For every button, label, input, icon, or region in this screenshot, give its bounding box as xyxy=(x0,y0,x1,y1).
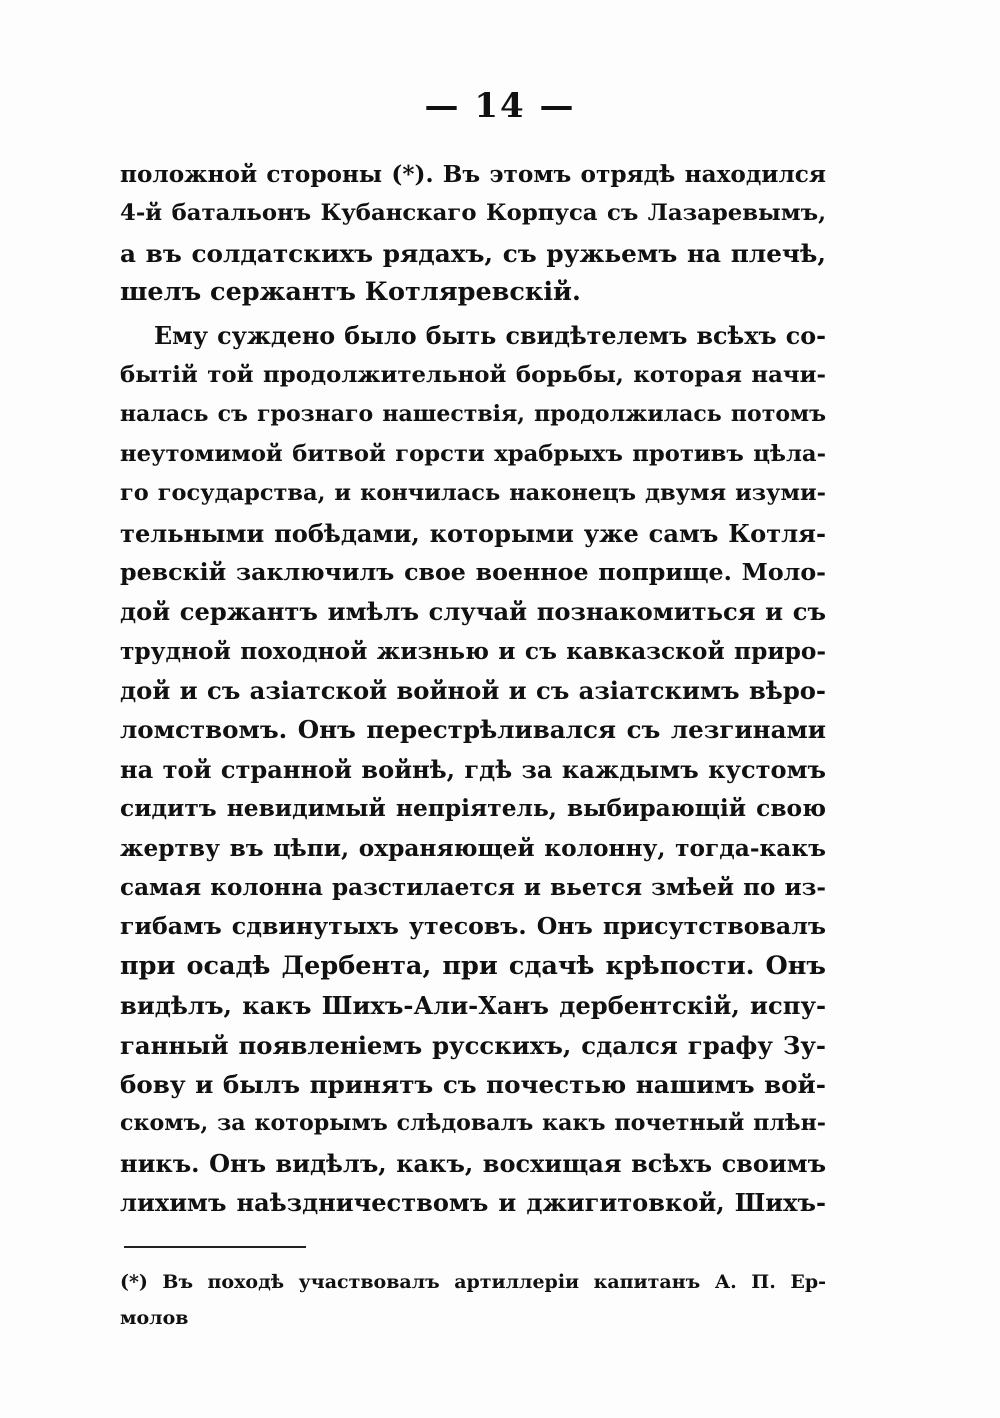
text-line: положной стороны (*). Въ этомъ отрядѣ находился xyxy=(120,161,826,188)
footnote-line: (*) Въ походѣ участвовалъ артиллеріи капитанъ А. П. Ер- xyxy=(120,1271,826,1293)
text-line: самая колонна разстилается и вьется змѣей по из- xyxy=(120,874,826,902)
text-line: трудной походной жизнью и съ кавказской приро- xyxy=(120,637,826,665)
body-text xyxy=(120,155,826,1223)
text-line: дой и съ азіатской войной и съ азіатскимъ вѣро- xyxy=(120,676,826,706)
text-line: видѣлъ, какъ Шихъ-Али-Ханъ дербентскій, испу- xyxy=(120,991,826,1021)
text-line: ломствомъ. Онъ перестрѣливался съ лезгинами xyxy=(120,715,826,745)
text-line: сидитъ невидимый непріятель, выбирающій свою xyxy=(120,795,826,823)
text-line: гибамъ сдвинутыхъ утесовъ. Онъ присутствовалъ xyxy=(120,912,826,941)
text-line: Ему суждено было быть свидѣтелемъ всѣхъ со- xyxy=(154,321,826,350)
text-line: ганный появленіемъ русскихъ, сдался графу Зу- xyxy=(120,1030,826,1060)
text-line: шелъ сержантъ Котляревскій. xyxy=(120,277,581,308)
text-line: дой сержантъ имѣлъ случай познакомиться и съ xyxy=(120,597,826,627)
text-line: бову и былъ принятъ съ почестью нашимъ вой- xyxy=(120,1069,826,1099)
text-line: жертву въ цѣпи, охраняющей колонну, тогда-какъ xyxy=(120,834,826,862)
footnote-line: молов xyxy=(120,1307,189,1329)
text-line: а въ солдатскихъ рядахъ, съ ружьемъ на плечѣ, xyxy=(120,238,826,268)
footnote-divider xyxy=(124,1246,306,1248)
text-line: никъ. Онъ видѣлъ, какъ, восхищая всѣхъ своимъ xyxy=(120,1148,826,1178)
text-line: го государства, и кончилась наконецъ двумя изуми- xyxy=(120,480,826,507)
text-line: лихимъ наѣздничествомъ и джигитовкой, Шихъ- xyxy=(120,1188,826,1218)
page-number: — 14 — xyxy=(424,86,576,126)
text-line: неутомимой битвой горсти храбрыхъ противъ цѣла- xyxy=(120,440,826,467)
footnote xyxy=(120,1264,826,1336)
text-line: скомъ, за которымъ слѣдовалъ какъ почетный плѣн- xyxy=(120,1110,826,1137)
text-line: 4-й батальонъ Кубанскаго Корпуса съ Лазаревымъ, xyxy=(120,200,826,227)
text-line: бытій той продолжительной борьбы, которая начи- xyxy=(120,361,826,388)
text-line: налась съ грознаго нашествія, продолжилась потомъ xyxy=(120,401,826,428)
text-line: при осадѣ Дербента, при сдачѣ крѣпости. Онъ xyxy=(120,950,826,981)
text-line: тельными побѣдами, которыми уже самъ Котля- xyxy=(120,518,826,548)
text-line: на той странной войнѣ, гдѣ за каждымъ кустомъ xyxy=(120,754,826,784)
text-line: ревскій заключилъ свое военное поприще. Моло- xyxy=(120,557,826,586)
